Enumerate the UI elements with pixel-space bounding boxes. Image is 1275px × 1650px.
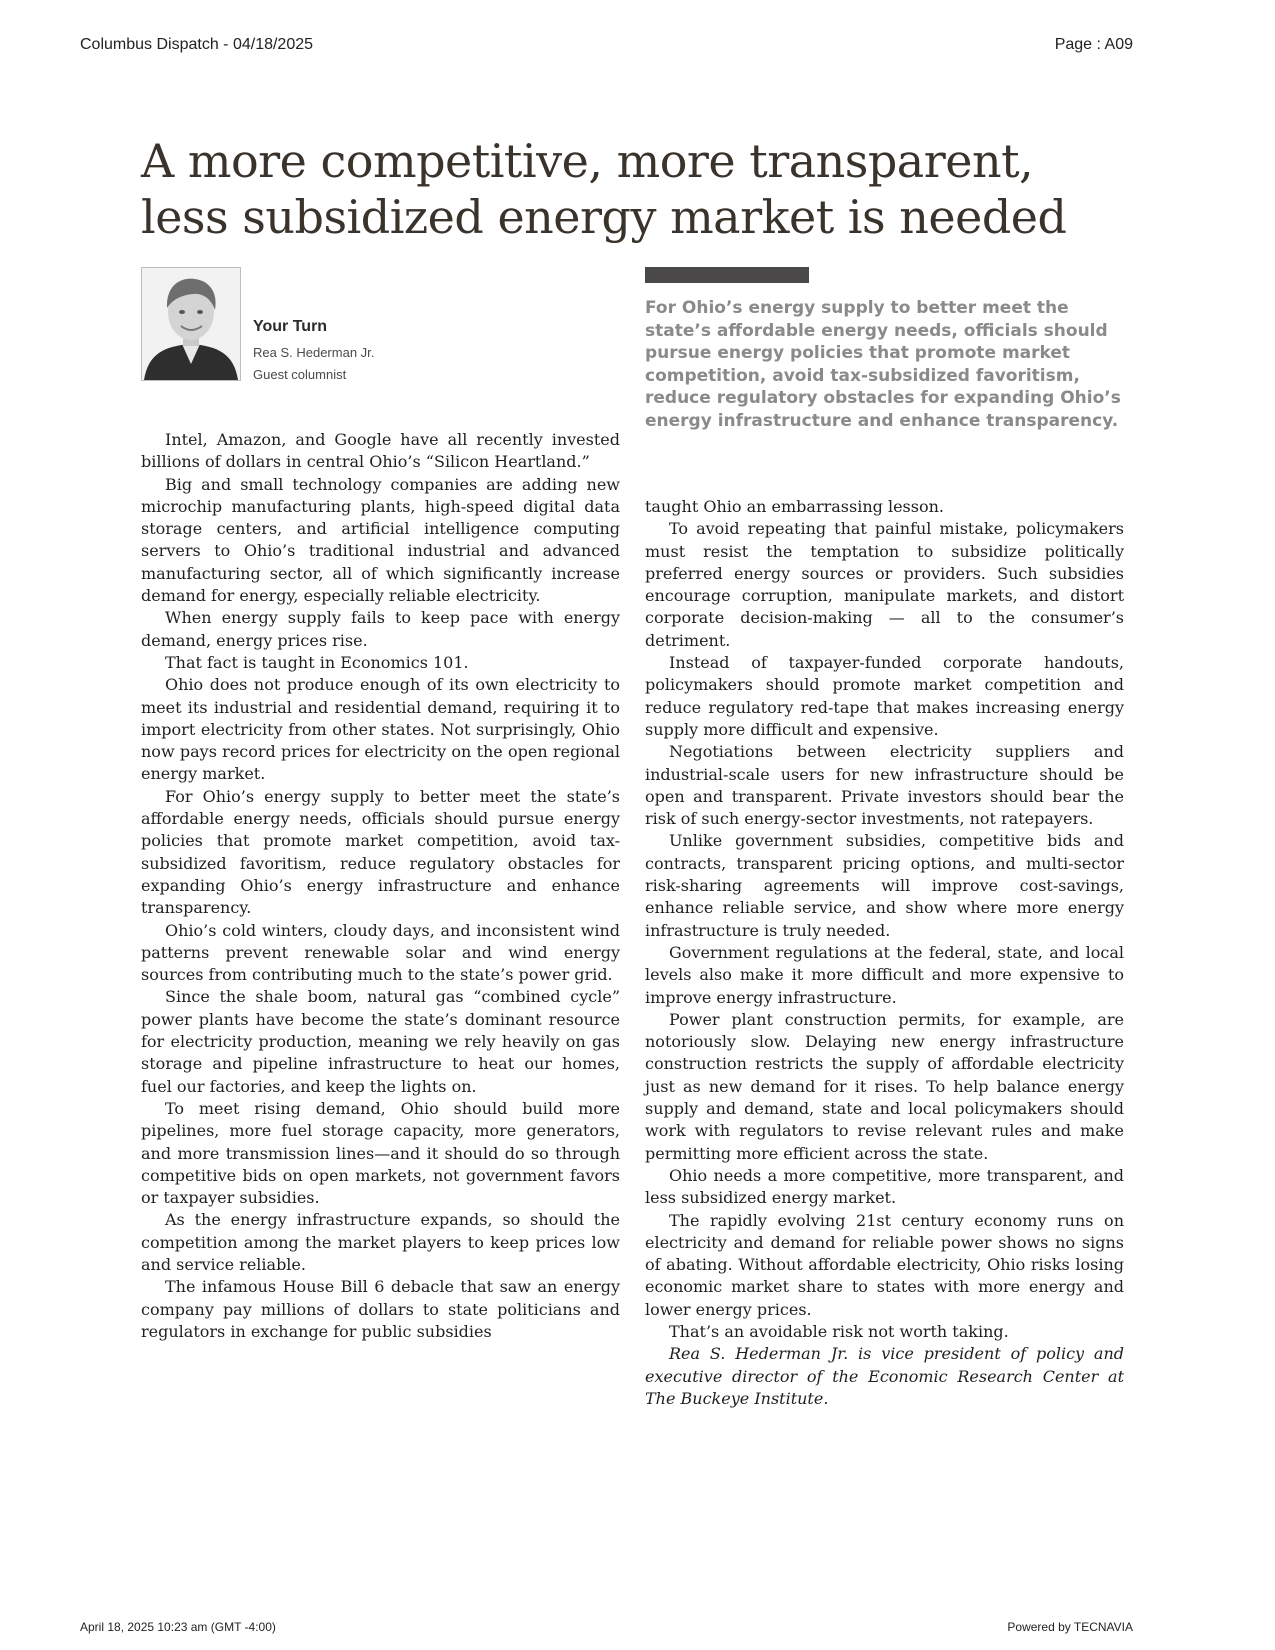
author-portrait-icon xyxy=(142,268,240,380)
paragraph: For Ohio’s energy supply to better meet the state’s affordable energy needs, officials should pursue energy policies that promote market competition, avoid tax-subsidized favoritism, reduce regulatory obstacles for expanding Ohio’s energy infrastructure and enhance transparency. xyxy=(141,786,620,918)
paragraph: When energy supply fails to keep pace with energy demand, energy prices rise. xyxy=(141,608,620,650)
print-timestamp: April 18, 2025 10:23 am (GMT -4:00) xyxy=(80,1620,276,1634)
article-column-left xyxy=(141,429,620,1439)
article-column-right xyxy=(645,496,1124,1410)
author-name: Rea S. Hederman Jr. xyxy=(253,345,375,360)
paragraph: Since the shale boom, natural gas “combined cycle” power plants have become the state’s dominant resource for electricity production, meaning we rely heavily on gas storage and pipeline infrastructure to heat our homes, fuel our factories, and keep the lights on. xyxy=(141,987,620,1096)
paragraph: That fact is taught in Economics 101. xyxy=(165,652,469,672)
paragraph: The infamous House Bill 6 debacle that saw an energy company pay millions of dollars to state politicians and regulators in exchange for public subsidies xyxy=(141,1277,620,1341)
pullquote: For Ohio’s energy supply to better meet the state’s affordable energy needs, officials should pursue energy policies that promote market competition, avoid tax-subsidized favoritism, reduce regulatory obstacles for expanding Ohio’s energy infrastructure and enhance transparency. xyxy=(645,298,1121,431)
headline xyxy=(141,133,1121,245)
paragraph-continued: taught Ohio an embarrassing lesson. xyxy=(645,497,944,516)
column-label: Your Turn xyxy=(253,318,328,335)
paragraph: As the energy infrastructure expands, so should the competition among the market players to keep prices low and service reliable. xyxy=(141,1210,620,1274)
pullquote-bar xyxy=(645,267,809,283)
paragraph: Power plant construction permits, for example, are notoriously slow. Delaying new energy infrastructure construction restricts the supply of affordable electricity just as new demand for it rises. To help balance energy supply and demand, state and local policymakers should work with regulators to revise relevant rules and make permitting more efficient across the state. xyxy=(645,1009,1124,1163)
paragraph: Unlike government subsidies, competitive bids and contracts, transparent pricing options, and multi-sector risk-sharing agreements will improve cost-savings, enhance reliable service, and show where more energy infrastructure is truly needed. xyxy=(645,831,1124,940)
paragraph: Big and small technology companies are adding new microchip manufacturing plants, high-speed digital data storage centers, and artificial intelligence computing servers to Ohio’s traditional industrial and advanced manufacturing sector, all of which significantly increase demand for energy, especially reliable electricity. xyxy=(141,474,620,606)
author-photo xyxy=(141,267,241,381)
paragraph: To meet rising demand, Ohio should build more pipelines, more fuel storage capacity, more generators, and more transmission lines—and it should do so through competitive bids on open markets, not government favors or taxpayer subsidies. xyxy=(141,1098,620,1208)
powered-by-credit: Powered by TECNAVIA xyxy=(1007,1620,1133,1634)
paragraph: To avoid repeating that painful mistake, policymakers must resist the temptation to subsidize politically preferred energy sources or providers. Such subsidies encourage corruption, manipulate markets, and distort corporate decision-making — all to the consumer’s detriment. xyxy=(645,519,1124,650)
page-number: Page : A09 xyxy=(1054,36,1133,53)
headline-line-1: A more competitive, more transparent, xyxy=(141,134,1034,188)
publication-date-header: Columbus Dispatch - 04/18/2025 xyxy=(80,36,314,53)
byline xyxy=(253,318,374,386)
author-role: Guest columnist xyxy=(253,367,347,382)
paragraph: Ohio’s cold winters, cloudy days, and inconsistent wind patterns prevent renewable solar and wind energy sources from contributing much to the state’s power grid. xyxy=(141,920,620,985)
paragraph: Instead of taxpayer-funded corporate handouts, policymakers should promote market competition and reduce regulatory red-tape that makes increasing energy supply more difficult and expensive. xyxy=(645,653,1124,739)
author-bio: Rea S. Hederman Jr. is vice president of policy and executive director of the Economic Research Center at The Buckeye Institute. xyxy=(645,1344,1124,1408)
paragraph: Negotiations between electricity suppliers and industrial-scale users for new infrastructure should be open and transparent. Private investors should bear the risk of such energy-sector investments, not ratepayers. xyxy=(645,742,1124,829)
paragraph: Intel, Amazon, and Google have all recently invested billions of dollars in central Ohio’s “Silicon Heartland.” xyxy=(141,430,620,472)
headline-line-2: less subsidized energy market is needed xyxy=(141,190,1067,244)
paragraph: Ohio needs a more competitive, more transparent, and less subsidized energy market. xyxy=(645,1165,1124,1208)
paragraph: That’s an avoidable risk not worth taking. xyxy=(669,1321,1009,1341)
paragraph: The rapidly evolving 21st century economy runs on electricity and demand for reliable power shows no signs of abating. Without affordable electricity, Ohio risks losing economic market share to states with more energy and lower energy prices. xyxy=(645,1210,1124,1319)
paragraph: Government regulations at the federal, state, and local levels also make it more difficult and more expensive to improve energy infrastructure. xyxy=(645,942,1124,1007)
paragraph: Ohio does not produce enough of its own electricity to meet its industrial and residential demand, requiring it to import electricity from other states. Not surprisingly, Ohio now pays record prices for electricity on the open regional energy market. xyxy=(141,675,620,784)
